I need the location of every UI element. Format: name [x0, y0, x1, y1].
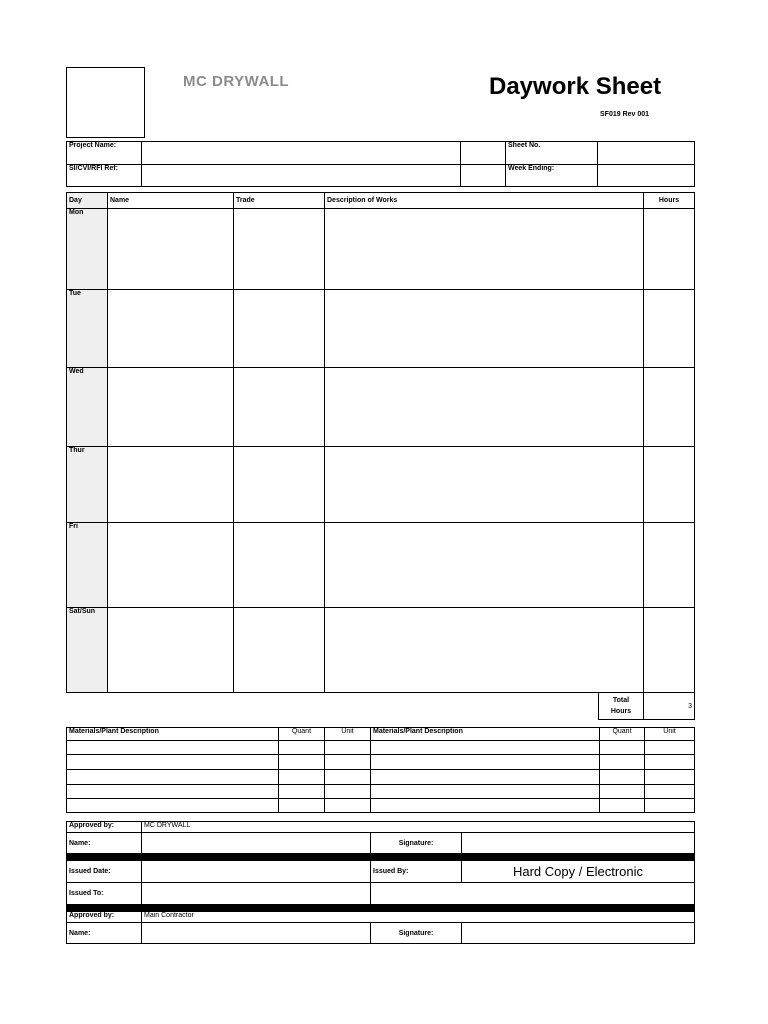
material-cell[interactable] — [371, 741, 600, 755]
divider — [67, 854, 695, 861]
materials-desc-header-right: Materials/Plant Description — [371, 728, 600, 741]
unit-cell[interactable] — [325, 799, 371, 813]
issued-date-field[interactable] — [142, 861, 371, 883]
table-row — [67, 523, 695, 608]
quant-cell[interactable] — [279, 770, 325, 785]
unit-cell[interactable] — [325, 741, 371, 755]
quant-cell[interactable] — [279, 741, 325, 755]
description-cell[interactable] — [325, 368, 644, 447]
day-label: Tue — [67, 290, 108, 368]
table-row — [67, 799, 695, 813]
project-name-field[interactable] — [142, 142, 461, 165]
description-cell[interactable] — [325, 290, 644, 368]
signature-label: Signature: — [371, 833, 462, 854]
unit-cell[interactable] — [325, 755, 371, 770]
issued-by-label: Issued By: — [371, 861, 462, 883]
trade-cell[interactable] — [234, 447, 325, 523]
name-cell[interactable] — [108, 290, 234, 368]
trade-cell[interactable] — [234, 209, 325, 290]
col-trade: Trade — [234, 193, 325, 209]
description-cell[interactable] — [325, 523, 644, 608]
table-row — [67, 770, 695, 785]
name-field-2[interactable] — [142, 923, 371, 944]
total-hours-table — [598, 692, 695, 720]
total-label-2: Hours — [610, 708, 632, 715]
material-cell[interactable] — [67, 755, 279, 770]
page-title: Daywork Sheet — [489, 73, 662, 100]
approved-by-label-2: Approved by: — [67, 912, 142, 923]
table-row — [67, 741, 695, 755]
description-cell[interactable] — [325, 608, 644, 693]
quant-cell[interactable] — [600, 799, 645, 813]
quant-cell[interactable] — [279, 785, 325, 799]
week-ending-field[interactable] — [598, 165, 695, 187]
day-label: Sat/Sun — [67, 608, 108, 693]
material-cell[interactable] — [371, 799, 600, 813]
ref-field[interactable] — [142, 165, 461, 187]
week-ending-label: Week Ending: — [506, 165, 598, 187]
project-name-label: Project Name: — [67, 142, 142, 165]
col-hours: Hours — [644, 193, 695, 209]
total-hours-label — [599, 693, 644, 720]
table-row — [67, 785, 695, 799]
approved-by-label: Approved by: — [67, 822, 142, 833]
total-hours-value[interactable]: 3 — [644, 693, 695, 720]
unit-cell[interactable] — [645, 770, 695, 785]
material-cell[interactable] — [67, 799, 279, 813]
quant-header-right: Quant — [600, 728, 645, 741]
sheet-no-field[interactable] — [598, 142, 695, 165]
day-label: Wed — [67, 368, 108, 447]
project-info-table — [66, 141, 695, 187]
quant-cell[interactable] — [600, 770, 645, 785]
signature-label-2: Signature: — [371, 923, 462, 944]
approval-table — [66, 821, 695, 944]
quant-cell[interactable] — [600, 785, 645, 799]
day-label: Fri — [67, 523, 108, 608]
unit-header-right: Unit — [645, 728, 695, 741]
name-cell[interactable] — [108, 368, 234, 447]
name-field[interactable] — [142, 833, 371, 854]
approver-value-2: Main Contractor — [142, 912, 695, 923]
ref-spacer — [461, 165, 506, 187]
unit-cell[interactable] — [325, 785, 371, 799]
sheet-no-label: Sheet No. — [506, 142, 598, 165]
hours-cell[interactable] — [644, 368, 695, 447]
unit-cell[interactable] — [645, 755, 695, 770]
trade-cell[interactable] — [234, 290, 325, 368]
description-cell[interactable] — [325, 209, 644, 290]
table-row — [67, 209, 695, 290]
description-cell[interactable] — [325, 447, 644, 523]
divider — [67, 905, 695, 912]
form-reference: SF019 Rev 001 — [600, 111, 650, 118]
col-day: Day — [67, 193, 108, 209]
table-row — [67, 755, 695, 770]
day-label: Mon — [67, 209, 108, 290]
material-cell[interactable] — [371, 785, 600, 799]
name-cell[interactable] — [108, 209, 234, 290]
hours-cell[interactable] — [644, 447, 695, 523]
quant-cell[interactable] — [279, 755, 325, 770]
material-cell[interactable] — [67, 741, 279, 755]
material-cell[interactable] — [67, 770, 279, 785]
unit-header-left: Unit — [325, 728, 371, 741]
col-description: Description of Works — [325, 193, 644, 209]
name-cell[interactable] — [108, 447, 234, 523]
table-row — [67, 608, 695, 693]
trade-cell[interactable] — [234, 523, 325, 608]
quant-cell[interactable] — [600, 755, 645, 770]
signature-field-2[interactable] — [462, 923, 695, 944]
quant-cell[interactable] — [600, 741, 645, 755]
name-label-2: Name: — [67, 923, 142, 944]
logo-placeholder — [66, 67, 145, 138]
material-cell[interactable] — [371, 755, 600, 770]
table-row — [67, 368, 695, 447]
table-row — [67, 290, 695, 368]
col-name: Name — [108, 193, 234, 209]
table-row — [67, 447, 695, 523]
total-label-1: Total — [612, 697, 630, 704]
hours-cell[interactable] — [644, 290, 695, 368]
daywork-table — [66, 192, 695, 693]
hours-cell[interactable] — [644, 209, 695, 290]
issued-to-extra[interactable] — [371, 883, 695, 905]
quant-header-left: Quant — [279, 728, 325, 741]
unit-cell[interactable] — [645, 785, 695, 799]
name-label: Name: — [67, 833, 142, 854]
material-cell[interactable] — [67, 785, 279, 799]
issued-by-value: Hard Copy / Electronic — [462, 861, 695, 883]
hours-cell[interactable] — [644, 523, 695, 608]
hours-cell[interactable] — [644, 608, 695, 693]
signature-field[interactable] — [462, 833, 695, 854]
company-name: MC DRYWALL — [183, 73, 290, 90]
materials-desc-header-left: Materials/Plant Description — [67, 728, 279, 741]
ref-label: SI/CVI/RFI Ref: — [67, 165, 142, 187]
unit-cell[interactable] — [645, 741, 695, 755]
materials-table — [66, 727, 695, 813]
unit-cell[interactable] — [645, 799, 695, 813]
issued-date-label: Issued Date: — [67, 861, 142, 883]
trade-cell[interactable] — [234, 608, 325, 693]
trade-cell[interactable] — [234, 368, 325, 447]
name-cell[interactable] — [108, 608, 234, 693]
quant-cell[interactable] — [279, 799, 325, 813]
unit-cell[interactable] — [325, 770, 371, 785]
approver-value: MC DRYWALL — [142, 822, 695, 833]
material-cell[interactable] — [371, 770, 600, 785]
issued-to-field[interactable] — [142, 883, 371, 905]
day-label: Thur — [67, 447, 108, 523]
project-spacer — [461, 142, 506, 165]
name-cell[interactable] — [108, 523, 234, 608]
issued-to-label: Issued To: — [67, 883, 142, 905]
